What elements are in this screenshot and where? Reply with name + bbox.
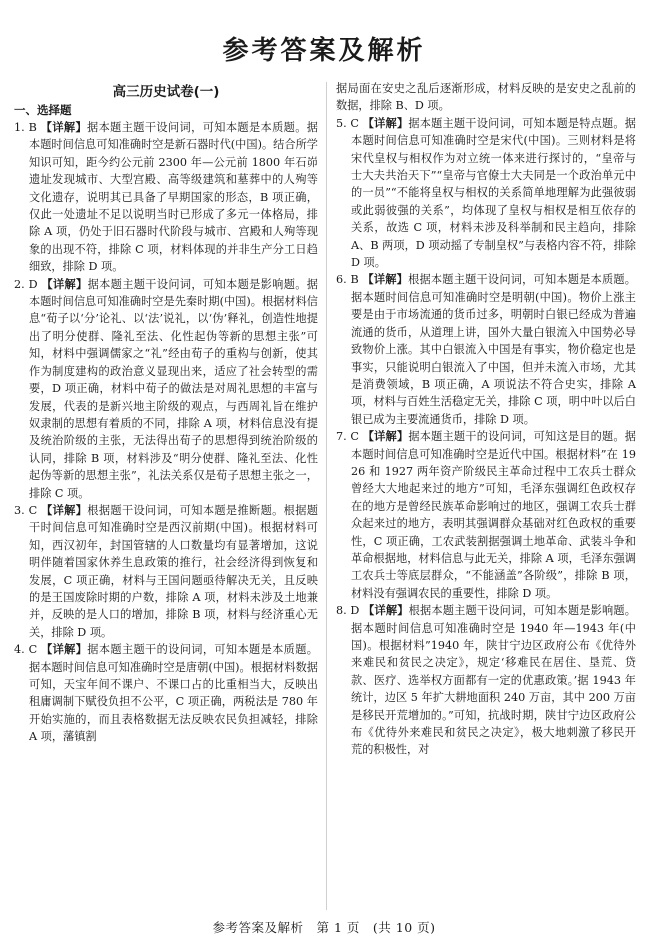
answer-number: 3. C (14, 503, 42, 517)
answer-item (14, 502, 318, 641)
page-footer: 参考答案及解析 第 1 页 (共 10 页) (212, 920, 436, 935)
answer-explanation: 根据本题主题干设问词，可知本题是本质题。据本题时间信息可知准确时空是明朝(中国)。物价上涨主要是由于市场流通的货币过多，明朝时白银已经成为普遍流通的货币，从道理上讲，国外大量白银流入中国势必导致物价上涨。其中白银流入中国是有事实，物价稳定也是事实，只能说明白银流入了中国，但并未流入市场，尤其是消费领域，B 项正确，A 项说法不符合史实，排除 A 项，材料与百姓生活稳定无关，排除 C 项，明中叶以后白银已成为主要流通货币，排除 D 项。 (351, 273, 636, 426)
right-column (336, 80, 636, 759)
page-title: 参考答案及解析 (222, 36, 426, 66)
left-column (14, 80, 318, 746)
column-divider (326, 82, 327, 910)
exam-title: 高三历史试卷(一) (112, 84, 220, 100)
detail-tag: 【详解】 (363, 604, 409, 618)
answer-list-left (14, 119, 318, 746)
answer-number: 1. B (14, 121, 41, 134)
answer-explanation: 根据本题主题干设问词，可知本题是影响题。据本题时间信息可知准确时空是 1940 年—1943 年(中国)。根据材料”1940 年，陕甘宁边区政府公布《优待外来难民和贫民之决定》，规定‘移难民在居住、垦荒、贷款、医疗、选举权方面都有一定的优惠政策。’据 1943 年统计，边区 5 年扩大耕地面积 240 万亩，其中 200 万亩是移民开荒增加的。”可知，抗战时期，陕甘宁边区政府公布《优待外来难民和贫民之决定》，极大地刺激了移民开荒的积极性，对 (351, 604, 636, 757)
answer-explanation: 据本题主题干设问词，可知本题是本质题。据本题时间信息可知准确时空是新石器时代(中国)。结合所学知识可知，距今约公元前 2300 年—公元前 1800 年石峁遗址发现城市、大型宫殿、高等级建筑和墓葬中的人殉等文化遗存，说明其已具备了早期国家的形态，B 项正确，仅此一处遗址不足以说明当时已形成了多元一体格局，排除 A 项，仍处于旧石器时代阶段与城市、宫殿和人殉等现象的出现不符，排除 C 项，材料体现的并非生产分工日趋细致，排除 D 项。 (29, 121, 318, 274)
answer-explanation: 根据题干设问词，可知本题是推断题。根据题干时间信息可知准确时空是西汉前期(中国)。根据材料可知，西汉初年，封国管辖的人口数量均有显著增加，这说明伴随着国家休养生息政策的推行，社会经济得到恢复和发展，C 项正确，材料与王国问题亟待解决无关，且反映的是王国废除时期的户数，排除 A 项，材料未涉及土地兼并，反映的是人口的增加，排除 B 项，材料与经济重心无关，排除 D 项。 (29, 503, 318, 639)
detail-tag: 【详解】 (41, 643, 88, 657)
answer-explanation: 据局面在安史之乱后逐渐形成，材料反映的是安史之乱前的数据，排除 B、D 项。 (336, 82, 636, 113)
answer-explanation: 据本题主题干的设问词，可知这是目的题。据本题时间信息可知准确时空是近代中国。根据材料”在 1926 和 1927 两年资产阶级民主革命过程中工农兵士群众曾经大大地起来过的地方”可知，毛泽东强调红色政权存在的地方是曾经民族革命影响过的地区，强调工农兵士群众起来过的地方，表明其强调群众基础对红色政权的重要性，C 项正确，工农武装割据强调土地革命、武装斗争和革命根据地，材料信息与此无关，排除 A 项，毛泽东强调工农兵士等底层群众，“不能涵盖”各阶级”，排除 B 项，材料没有强调农民的重要性，排除 D 项。 (351, 430, 636, 600)
answer-item (336, 602, 636, 759)
answer-item (336, 115, 636, 272)
detail-tag: 【详解】 (362, 430, 409, 444)
detail-tag: 【详解】 (362, 116, 409, 130)
answer-number: 8. D (336, 604, 364, 618)
answer-explanation: 据本题主题干的设问词，可知本题是本质题。据本题时间信息可知准确时空是唐朝(中国)。根据材料数据可知，天宝年间不课户、不课口占的比重相当大，反映出租庸调制下赋役负担不公平，C 项正确，两税法是 780 年开始实施的，而且表格数据无法反映农民负担减轻，排除 A 项，藩镇割 (29, 643, 318, 744)
answer-explanation: 据本题主题干设问词，可知本题是影响题。据本题时间信息可知准确时空是先秦时期(中国)。根据材料信息“荀子以‘分’论礼、以‘法’说礼，以‘伪’释礼，创造性地提出了明分使群、隆礼至法、化性起伪等新的思想主张”可知，材料中强调儒家之“礼”经由荀子的重构与创新，使其作为制度建构的政治意义显现出来，适应了社会转型的需要，D 项正确，材料中荀子的做法是对周礼思想的丰富与发展，代表的是新兴地主阶级的观点，与西周礼旨在维护奴隶制的思想有着质的不同，排除 A 项，材料信息没有提及统治阶级的主张，无法得出荀子的思想得到统治阶级的认同，排除 B 项，材料涉及“明分使群、隆礼至法、化性起伪等新的思想主张”，礼法关系仅是荀子思想主张之一，排除 C 项。 (29, 277, 318, 500)
answer-number: 5. C (336, 116, 363, 130)
section-heading: 一、选择题 (14, 103, 72, 117)
answer-number: 7. C (336, 430, 363, 444)
detail-tag: 【详解】 (362, 273, 409, 287)
detail-tag: 【详解】 (41, 277, 88, 291)
answer-explanation: 据本题主题干设问词，可知本题是特点题。据本题时间信息可知准确时空是宋代(中国)。三则材料是将宋代皇权与相权作为对立统一体来进行探讨的，“皇帝与士大夫共治天下”“皇帝与官僚士大夫同是一个政治单元中的一员”“不能将皇权与相权的关系简单地理解为此强彼弱或此弱彼强的关系”，均体现了皇权与相权是相互依存的关系，故选 C 项，材料未涉及科举制和民主趋向，排除 A、B 两项，D 项动摇了专制皇权”与表格内容不符，排除 D 项。 (351, 116, 636, 270)
answer-number: 4. C (14, 643, 42, 657)
answer-item (336, 80, 636, 115)
answer-item (14, 119, 318, 276)
answer-list-right (336, 80, 636, 759)
answer-number: 2. D (14, 277, 42, 291)
answer-item (336, 271, 636, 428)
answer-item (14, 276, 318, 502)
detail-tag: 【详解】 (40, 121, 88, 134)
answer-item (14, 641, 318, 745)
detail-tag: 【详解】 (41, 503, 88, 517)
answer-number: 6. B (336, 273, 363, 287)
answer-item (336, 428, 636, 602)
